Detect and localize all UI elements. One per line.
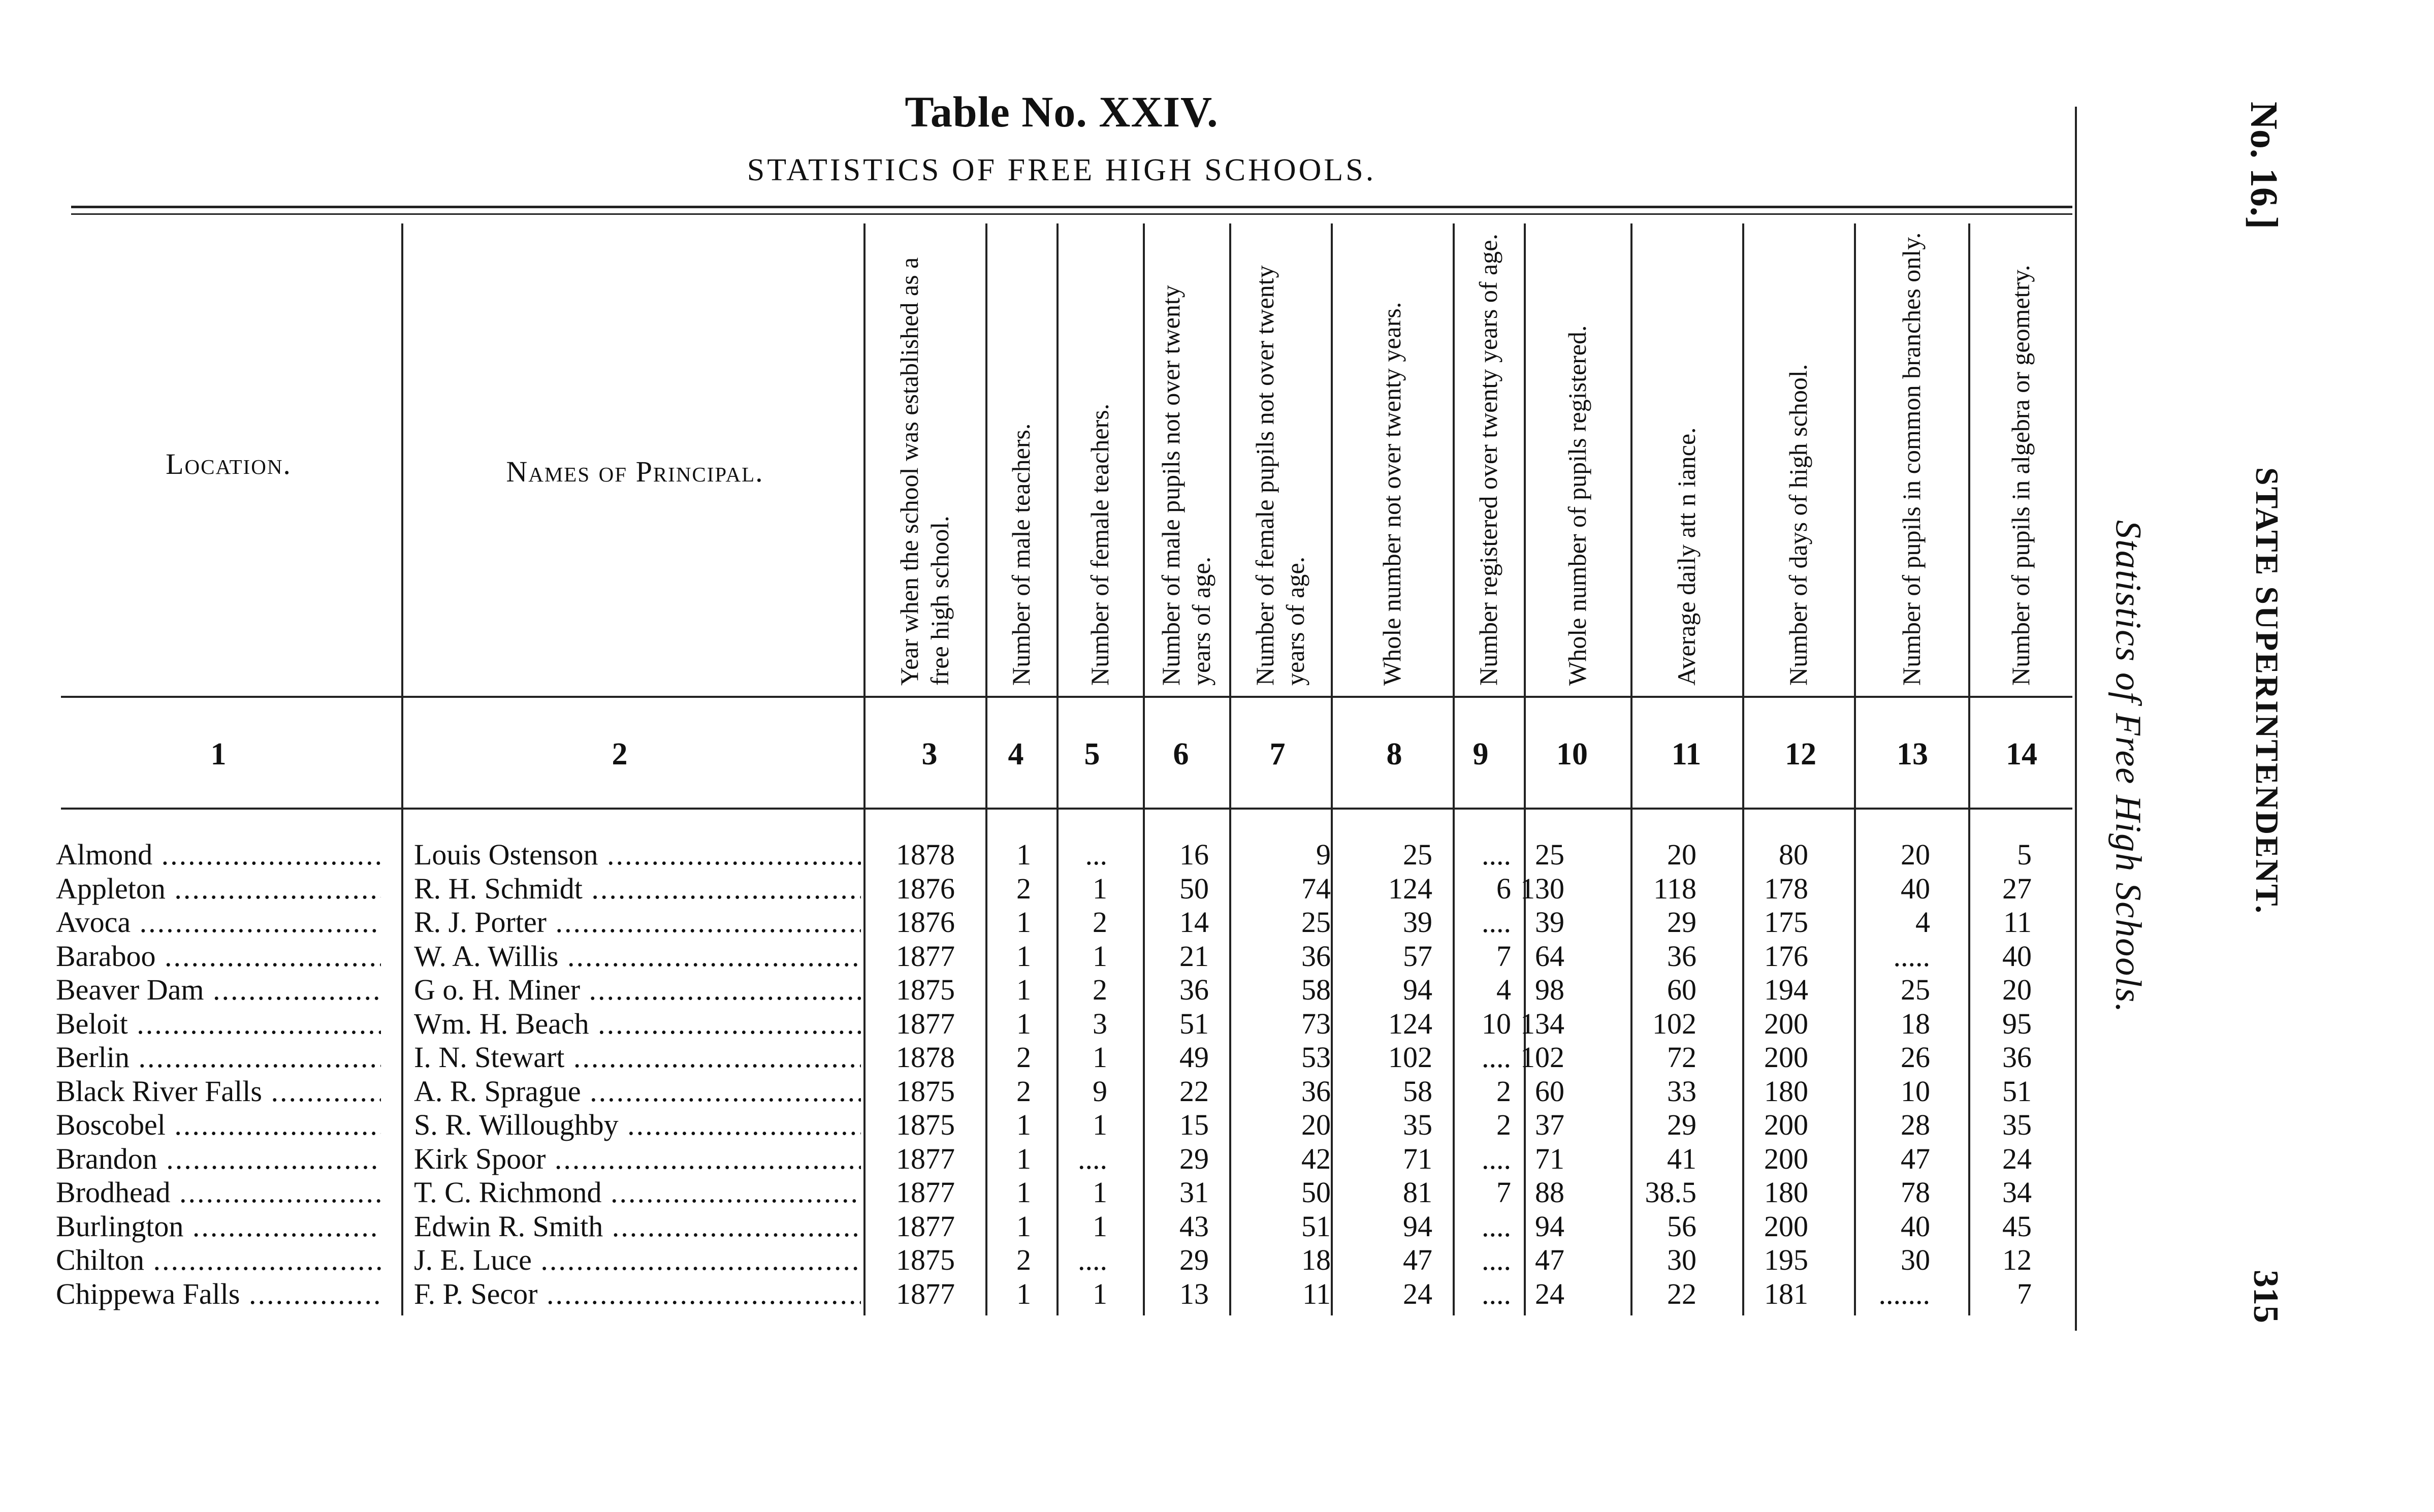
location-cell: Brandon ..... xyxy=(56,1142,381,1176)
principal-header: Names of Principal. xyxy=(506,455,764,488)
location-cell: Baraboo ..... xyxy=(56,940,381,973)
value-cell-col-14: 45 xyxy=(2002,1209,2032,1243)
value-cell-col-8: 81 xyxy=(1403,1176,1432,1209)
value-cell-col-7: 50 xyxy=(1301,1176,1331,1209)
column-number-7: 7 xyxy=(1269,737,1286,771)
value-cell-col-13: ....... xyxy=(1878,1277,1930,1310)
value-cell-col-14: 35 xyxy=(2002,1108,2032,1141)
value-cell-col-4: 1 xyxy=(1016,1176,1031,1209)
value-cell-col-5: .... xyxy=(1078,1243,1107,1276)
value-cell-col-13: 26 xyxy=(1901,1041,1930,1074)
value-cell-col-3: 1877 xyxy=(896,1176,955,1209)
value-cell-col-9: 2 xyxy=(1496,1074,1511,1108)
value-cell-col-6: 29 xyxy=(1179,1243,1209,1276)
location-cell: Beloit ..... xyxy=(56,1007,381,1041)
value-cell-col-4: 1 xyxy=(1016,1277,1031,1310)
value-cell-col-9: .... xyxy=(1482,1243,1511,1276)
principal-cell: W. A. Willis ..... xyxy=(414,940,861,973)
value-cell-col-8: 102 xyxy=(1388,1041,1432,1074)
value-cell-col-11: 102 xyxy=(1652,1007,1696,1040)
value-cell-col-8: 39 xyxy=(1403,906,1432,939)
value-cell-col-4: 2 xyxy=(1016,872,1031,905)
value-cell-col-13: ..... xyxy=(1893,939,1930,973)
value-cell-col-3: 1877 xyxy=(896,939,955,973)
location-cell: Burlington ..... xyxy=(56,1210,381,1243)
location-cell: Chilton ..... xyxy=(56,1243,381,1277)
value-cell-col-10: 134 xyxy=(1520,1007,1564,1040)
value-cell-col-10: 94 xyxy=(1535,1209,1564,1243)
value-cell-col-6: 29 xyxy=(1179,1142,1209,1175)
value-cell-col-4: 1 xyxy=(1016,939,1031,973)
value-cell-col-7: 53 xyxy=(1301,1041,1331,1074)
location-cell: Appleton ..... xyxy=(56,872,381,906)
value-cell-col-3: 1876 xyxy=(896,872,955,905)
value-cell-col-11: 30 xyxy=(1667,1243,1696,1276)
value-cell-col-6: 43 xyxy=(1179,1209,1209,1243)
value-cell-col-6: 36 xyxy=(1179,973,1209,1006)
value-cell-col-10: 37 xyxy=(1535,1108,1564,1141)
value-cell-col-8: 71 xyxy=(1403,1142,1432,1175)
column-header-10: Whole number of pupils registered. xyxy=(1563,325,1591,686)
value-cell-col-9: 7 xyxy=(1496,939,1511,973)
value-cell-col-8: 94 xyxy=(1403,973,1432,1006)
value-cell-col-11: 29 xyxy=(1667,1108,1696,1141)
value-cell-col-14: 95 xyxy=(2002,1007,2032,1040)
value-cell-col-14: 27 xyxy=(2002,872,2032,905)
value-cell-col-12: 80 xyxy=(1779,838,1808,871)
value-cell-col-5: 1 xyxy=(1093,939,1107,973)
value-cell-col-3: 1875 xyxy=(896,1074,955,1108)
column-header-9: Number registered over twenty years of age. xyxy=(1474,234,1502,686)
column-number-8: 8 xyxy=(1386,737,1402,771)
value-cell-col-7: 11 xyxy=(1302,1277,1331,1310)
value-cell-col-7: 36 xyxy=(1301,1074,1331,1108)
location-cell: Berlin ..... xyxy=(56,1041,381,1074)
top-rule xyxy=(71,206,2072,208)
value-cell-col-13: 28 xyxy=(1901,1108,1930,1141)
page-header-sidebar xyxy=(2215,102,2286,1346)
value-cell-col-6: 13 xyxy=(1179,1277,1209,1310)
column-header-5: Number of female teachers. xyxy=(1085,403,1114,686)
value-cell-col-11: 41 xyxy=(1667,1142,1696,1175)
value-cell-col-5: 1 xyxy=(1093,1277,1107,1310)
column-number-5: 5 xyxy=(1084,737,1100,771)
principal-cell: J. E. Luce ..... xyxy=(414,1243,861,1277)
column-number-11: 11 xyxy=(1671,737,1702,771)
value-cell-col-10: 98 xyxy=(1535,973,1564,1006)
table-row xyxy=(0,838,2133,872)
table-row xyxy=(0,1210,2133,1243)
column-header-14: Number of pupils in algebra or geometry. xyxy=(2006,265,2035,686)
value-cell-col-13: 78 xyxy=(1901,1176,1930,1209)
value-cell-col-6: 51 xyxy=(1179,1007,1209,1040)
value-cell-col-14: 20 xyxy=(2002,973,2032,1006)
running-title: Statistics of Free High Schools. xyxy=(2108,520,2149,1014)
table-row xyxy=(0,1243,2133,1277)
value-cell-col-11: 22 xyxy=(1667,1277,1696,1310)
value-cell-col-12: 195 xyxy=(1764,1243,1808,1276)
principal-cell: I. N. Stewart ..... xyxy=(414,1041,861,1074)
value-cell-col-10: 64 xyxy=(1535,939,1564,973)
value-cell-col-10: 102 xyxy=(1520,1041,1564,1074)
value-cell-col-13: 25 xyxy=(1901,973,1930,1006)
value-cell-col-4: 2 xyxy=(1016,1074,1031,1108)
table-row xyxy=(0,973,2133,1007)
value-cell-col-12: 180 xyxy=(1764,1176,1808,1209)
value-cell-col-6: 50 xyxy=(1179,872,1209,905)
value-cell-col-8: 94 xyxy=(1403,1209,1432,1243)
value-cell-col-11: 20 xyxy=(1667,838,1696,871)
value-cell-col-4: 1 xyxy=(1016,838,1031,871)
value-cell-col-7: 36 xyxy=(1301,939,1331,973)
principal-cell: T. C. Richmond ..... xyxy=(414,1176,861,1209)
value-cell-col-12: 200 xyxy=(1764,1041,1808,1074)
value-cell-col-8: 57 xyxy=(1403,939,1432,973)
value-cell-col-13: 4 xyxy=(1915,906,1930,939)
value-cell-col-9: .... xyxy=(1482,1041,1511,1074)
table-row xyxy=(0,940,2133,973)
value-cell-col-14: 36 xyxy=(2002,1041,2032,1074)
value-cell-col-3: 1877 xyxy=(896,1007,955,1040)
column-header-6: Number of male pupils not over twenty years of age. xyxy=(1157,285,1215,686)
value-cell-col-4: 1 xyxy=(1016,1108,1031,1141)
column-number-9: 9 xyxy=(1472,737,1489,771)
table-row xyxy=(0,1041,2133,1074)
value-cell-col-14: 24 xyxy=(2002,1142,2032,1175)
principal-cell: Edwin R. Smith ..... xyxy=(414,1210,861,1243)
value-cell-col-11: 56 xyxy=(1667,1209,1696,1243)
value-cell-col-13: 40 xyxy=(1901,1209,1930,1243)
table-row xyxy=(0,1007,2133,1041)
value-cell-col-7: 73 xyxy=(1301,1007,1331,1040)
value-cell-col-7: 74 xyxy=(1301,872,1331,905)
value-cell-col-7: 42 xyxy=(1301,1142,1331,1175)
value-cell-col-9: .... xyxy=(1482,1142,1511,1175)
location-cell: Black River Falls ..... xyxy=(56,1075,381,1108)
column-header-8: Whole number not over twenty years. xyxy=(1378,302,1406,686)
value-cell-col-10: 24 xyxy=(1535,1277,1564,1310)
value-cell-col-10: 39 xyxy=(1535,906,1564,939)
value-cell-col-8: 35 xyxy=(1403,1108,1432,1141)
value-cell-col-11: 72 xyxy=(1667,1041,1696,1074)
value-cell-col-13: 40 xyxy=(1901,872,1930,905)
value-cell-col-12: 180 xyxy=(1764,1074,1808,1108)
table-row xyxy=(0,1075,2133,1108)
value-cell-col-3: 1877 xyxy=(896,1142,955,1175)
value-cell-col-4: 1 xyxy=(1016,1142,1031,1175)
value-cell-col-5: 1 xyxy=(1093,1176,1107,1209)
principal-cell: Wm. H. Beach ..... xyxy=(414,1007,861,1041)
value-cell-col-11: 38.5 xyxy=(1645,1176,1696,1209)
value-cell-col-6: 31 xyxy=(1179,1176,1209,1209)
value-cell-col-12: 176 xyxy=(1764,939,1808,973)
value-cell-col-3: 1875 xyxy=(896,1108,955,1141)
value-cell-col-5: .... xyxy=(1078,1142,1107,1175)
column-number-12: 12 xyxy=(1785,737,1816,771)
column-number-1: 1 xyxy=(210,737,227,771)
value-cell-col-5: 2 xyxy=(1093,973,1107,1006)
column-header-3: Year when the school was established as a free high school. xyxy=(895,257,954,686)
value-cell-col-11: 36 xyxy=(1667,939,1696,973)
value-cell-col-3: 1876 xyxy=(896,906,955,939)
value-cell-col-12: 200 xyxy=(1764,1007,1808,1040)
top-rule-2 xyxy=(71,213,2072,215)
value-cell-col-9: 7 xyxy=(1496,1176,1511,1209)
value-cell-col-7: 58 xyxy=(1301,973,1331,1006)
value-cell-col-9: 2 xyxy=(1496,1108,1511,1141)
principal-cell: G o. H. Miner ..... xyxy=(414,973,861,1007)
principal-cell: Kirk Spoor ..... xyxy=(414,1142,861,1176)
value-cell-col-4: 1 xyxy=(1016,973,1031,1006)
value-cell-col-10: 60 xyxy=(1535,1074,1564,1108)
column-number-2: 2 xyxy=(612,737,628,771)
value-cell-col-3: 1875 xyxy=(896,973,955,1006)
value-cell-col-5: 1 xyxy=(1093,1041,1107,1074)
column-header-12: Number of days of high school. xyxy=(1784,364,1812,686)
column-header-11: Average daily att n iance. xyxy=(1672,427,1701,686)
value-cell-col-14: 34 xyxy=(2002,1176,2032,1209)
table-row xyxy=(0,1176,2133,1209)
value-cell-col-14: 12 xyxy=(2002,1243,2032,1276)
page-subtitle: STATISTICS OF FREE HIGH SCHOOLS. xyxy=(747,153,1376,187)
column-number-10: 10 xyxy=(1556,737,1588,771)
column-header-4: Number of male teachers. xyxy=(1007,423,1035,686)
value-cell-col-11: 118 xyxy=(1653,872,1696,905)
value-cell-col-12: 200 xyxy=(1764,1209,1808,1243)
header-bottom-rule xyxy=(61,696,2072,698)
value-cell-col-12: 200 xyxy=(1764,1142,1808,1175)
value-cell-col-5: 1 xyxy=(1093,1209,1107,1243)
table-row xyxy=(0,1142,2133,1176)
value-cell-col-12: 194 xyxy=(1764,973,1808,1006)
value-cell-col-9: 10 xyxy=(1482,1007,1511,1040)
value-cell-col-9: .... xyxy=(1482,1277,1511,1310)
value-cell-col-7: 9 xyxy=(1316,838,1331,871)
value-cell-col-4: 1 xyxy=(1016,906,1031,939)
value-cell-col-8: 124 xyxy=(1388,1007,1432,1040)
value-cell-col-5: 3 xyxy=(1093,1007,1107,1040)
value-cell-col-4: 1 xyxy=(1016,1209,1031,1243)
location-header: Location. xyxy=(166,447,292,480)
column-number-6: 6 xyxy=(1173,737,1189,771)
value-cell-col-9: 4 xyxy=(1496,973,1511,1006)
value-cell-col-14: 7 xyxy=(2017,1277,2032,1310)
value-cell-col-3: 1878 xyxy=(896,1041,955,1074)
value-cell-col-3: 1877 xyxy=(896,1277,955,1310)
table-row xyxy=(0,872,2133,906)
principal-cell: R. J. Porter ..... xyxy=(414,906,861,939)
column-number-3: 3 xyxy=(921,737,938,771)
principal-cell: R. H. Schmidt ..... xyxy=(414,872,861,906)
table-row xyxy=(0,1108,2133,1142)
value-cell-col-11: 33 xyxy=(1667,1074,1696,1108)
value-cell-col-13: 30 xyxy=(1901,1243,1930,1276)
column-number-14: 14 xyxy=(2006,737,2037,771)
value-cell-col-10: 130 xyxy=(1520,872,1564,905)
value-cell-col-5: 9 xyxy=(1093,1074,1107,1108)
value-cell-col-12: 200 xyxy=(1764,1108,1808,1141)
location-cell: Brodhead ..... xyxy=(56,1176,381,1209)
value-cell-col-4: 2 xyxy=(1016,1243,1031,1276)
value-cell-col-6: 22 xyxy=(1179,1074,1209,1108)
value-cell-col-12: 175 xyxy=(1764,906,1808,939)
value-cell-col-7: 25 xyxy=(1301,906,1331,939)
value-cell-col-8: 47 xyxy=(1403,1243,1432,1276)
value-cell-col-14: 5 xyxy=(2017,838,2032,871)
value-cell-col-13: 10 xyxy=(1901,1074,1930,1108)
value-cell-col-13: 20 xyxy=(1901,838,1930,871)
value-cell-col-6: 14 xyxy=(1179,906,1209,939)
value-cell-col-10: 71 xyxy=(1535,1142,1564,1175)
column-header-7: Number of female pupils not over twenty years of age. xyxy=(1251,265,1309,686)
principal-cell: A. R. Sprague ..... xyxy=(414,1075,861,1108)
table-row xyxy=(0,1277,2133,1311)
value-cell-col-5: 2 xyxy=(1093,906,1107,939)
value-cell-col-6: 16 xyxy=(1179,838,1209,871)
location-cell: Boscobel ..... xyxy=(56,1108,381,1142)
value-cell-col-10: 88 xyxy=(1535,1176,1564,1209)
column-number-rule xyxy=(61,808,2072,810)
value-cell-col-3: 1878 xyxy=(896,838,955,871)
value-cell-col-11: 29 xyxy=(1667,906,1696,939)
column-header-13: Number of pupils in common branches only. xyxy=(1897,232,1926,686)
value-cell-col-5: ... xyxy=(1085,838,1107,871)
principal-cell: Louis Ostenson ..... xyxy=(414,838,861,872)
value-cell-col-10: 25 xyxy=(1535,838,1564,871)
value-cell-col-11: 60 xyxy=(1667,973,1696,1006)
value-cell-col-9: .... xyxy=(1482,838,1511,871)
value-cell-col-8: 58 xyxy=(1403,1074,1432,1108)
state-superintendent-label: STATE SUPERINTENDENT. xyxy=(2249,467,2285,915)
value-cell-col-5: 1 xyxy=(1093,872,1107,905)
value-cell-col-3: 1877 xyxy=(896,1209,955,1243)
value-cell-col-14: 40 xyxy=(2002,939,2032,973)
value-cell-col-8: 124 xyxy=(1388,872,1432,905)
value-cell-col-6: 49 xyxy=(1179,1041,1209,1074)
value-cell-col-9: 6 xyxy=(1496,872,1511,905)
document-number: No. 16.] xyxy=(2243,102,2285,230)
value-cell-col-7: 18 xyxy=(1301,1243,1331,1276)
page-title: Table No. XXIV. xyxy=(905,87,1219,136)
value-cell-col-12: 181 xyxy=(1764,1277,1808,1310)
value-cell-col-8: 24 xyxy=(1403,1277,1432,1310)
value-cell-col-9: .... xyxy=(1482,906,1511,939)
location-cell: Almond ..... xyxy=(56,838,381,872)
value-cell-col-14: 11 xyxy=(2003,906,2032,939)
value-cell-col-10: 47 xyxy=(1535,1243,1564,1276)
value-cell-col-4: 1 xyxy=(1016,1007,1031,1040)
principal-cell: S. R. Willoughby ..... xyxy=(414,1108,861,1142)
value-cell-col-13: 47 xyxy=(1901,1142,1930,1175)
column-number-13: 13 xyxy=(1897,737,1928,771)
value-cell-col-6: 21 xyxy=(1179,939,1209,973)
value-cell-col-13: 18 xyxy=(1901,1007,1930,1040)
value-cell-col-9: .... xyxy=(1482,1209,1511,1243)
location-cell: Avoca ..... xyxy=(56,906,381,939)
value-cell-col-12: 178 xyxy=(1764,872,1808,905)
page-number: 315 xyxy=(2246,1270,2285,1323)
value-cell-col-6: 15 xyxy=(1179,1108,1209,1141)
principal-cell: F. P. Secor ..... xyxy=(414,1277,861,1311)
value-cell-col-14: 51 xyxy=(2002,1074,2032,1108)
location-cell: Beaver Dam ..... xyxy=(56,973,381,1007)
table-row xyxy=(0,906,2133,939)
value-cell-col-7: 51 xyxy=(1301,1209,1331,1243)
location-cell: Chippewa Falls ..... xyxy=(56,1277,381,1311)
column-number-4: 4 xyxy=(1008,737,1024,771)
value-cell-col-7: 20 xyxy=(1301,1108,1331,1141)
value-cell-col-5: 1 xyxy=(1093,1108,1107,1141)
value-cell-col-3: 1875 xyxy=(896,1243,955,1276)
value-cell-col-8: 25 xyxy=(1403,838,1432,871)
value-cell-col-4: 2 xyxy=(1016,1041,1031,1074)
